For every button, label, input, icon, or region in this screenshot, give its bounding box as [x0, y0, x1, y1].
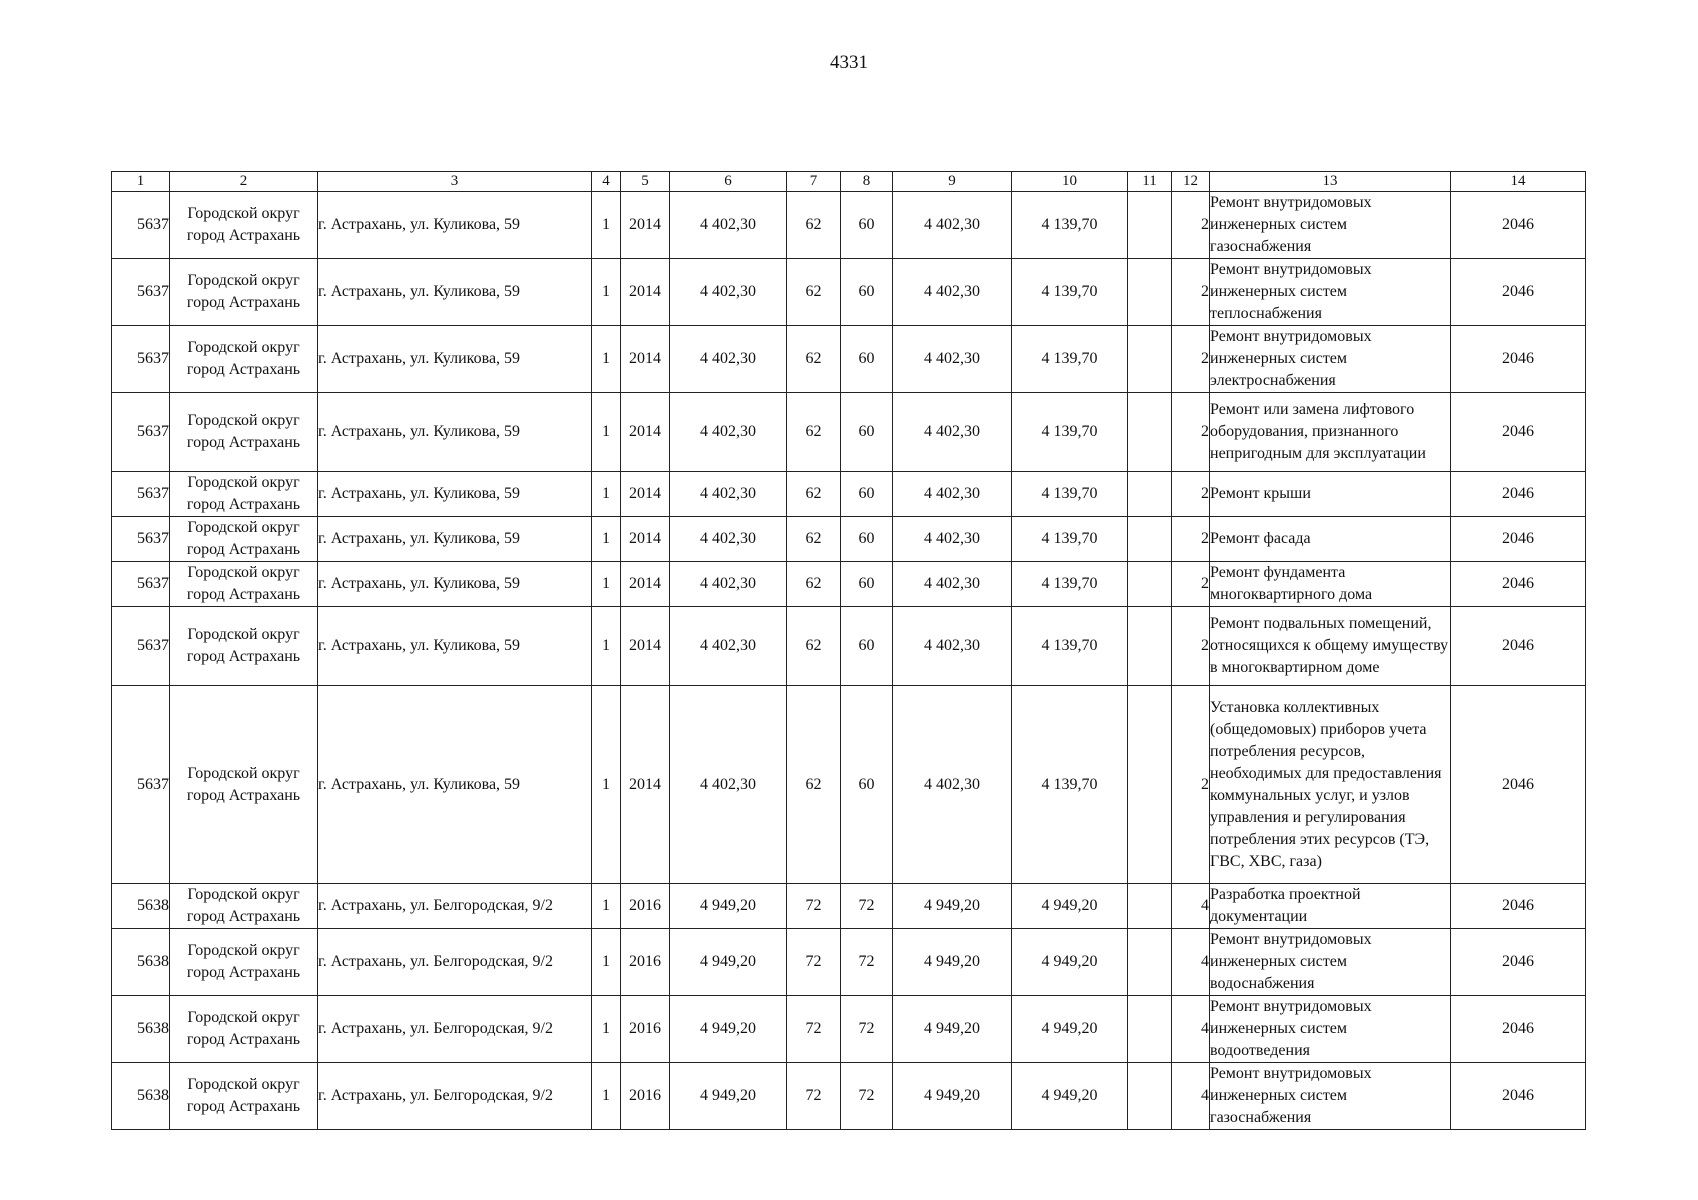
planned-year: 2046 — [1451, 929, 1586, 996]
table-row — [112, 996, 1586, 1063]
address: г. Астрахань, ул. Куликова, 59 — [318, 393, 592, 472]
col-9-value: 4 402,30 — [893, 607, 1012, 686]
col-12-value: 2 — [1172, 393, 1210, 472]
total-area: 4 402,30 — [670, 686, 787, 884]
table-row — [112, 192, 1586, 259]
col-4-value: 1 — [592, 192, 621, 259]
col-8-value: 60 — [841, 326, 893, 393]
commission-year: 2014 — [621, 472, 670, 517]
municipality: Городской округ город Астрахань — [170, 326, 318, 393]
col-8-value: 60 — [841, 259, 893, 326]
col-7-value: 62 — [787, 326, 841, 393]
commission-year: 2014 — [621, 192, 670, 259]
col-11-value — [1128, 1063, 1172, 1130]
work-type: Ремонт фасада — [1210, 517, 1451, 562]
col-12-value: 2 — [1172, 472, 1210, 517]
commission-year: 2014 — [621, 607, 670, 686]
table-header — [112, 172, 1586, 192]
col-11-value — [1128, 259, 1172, 326]
col-9-value: 4 402,30 — [893, 326, 1012, 393]
work-type: Ремонт крыши — [1210, 472, 1451, 517]
col-7-value: 62 — [787, 686, 841, 884]
col-4-value: 1 — [592, 884, 621, 929]
municipality: Городской округ город Астрахань — [170, 393, 318, 472]
municipality: Городской округ город Астрахань — [170, 192, 318, 259]
col-7-value: 62 — [787, 192, 841, 259]
col-7-value: 62 — [787, 393, 841, 472]
address: г. Астрахань, ул. Куликова, 59 — [318, 607, 592, 686]
planned-year: 2046 — [1451, 192, 1586, 259]
municipality: Городской округ город Астрахань — [170, 472, 318, 517]
row-id: 5637 — [112, 562, 170, 607]
col-8-value: 72 — [841, 884, 893, 929]
col-12-value: 2 — [1172, 562, 1210, 607]
header-cell-9: 9 — [893, 172, 1012, 192]
total-area: 4 949,20 — [670, 884, 787, 929]
header-row — [112, 172, 1586, 192]
table-row — [112, 686, 1586, 884]
col-10-value: 4 949,20 — [1012, 929, 1128, 996]
header-cell-2: 2 — [170, 172, 318, 192]
row-id: 5637 — [112, 192, 170, 259]
municipality: Городской округ город Астрахань — [170, 607, 318, 686]
table-row — [112, 562, 1586, 607]
table-row — [112, 259, 1586, 326]
col-8-value: 72 — [841, 929, 893, 996]
work-type: Ремонт внутридомовых инженерных систем электроснабжения — [1210, 326, 1451, 393]
table-row — [112, 1063, 1586, 1130]
col-4-value: 1 — [592, 996, 621, 1063]
col-11-value — [1128, 929, 1172, 996]
total-area: 4 402,30 — [670, 259, 787, 326]
total-area: 4 402,30 — [670, 393, 787, 472]
col-4-value: 1 — [592, 393, 621, 472]
col-12-value: 2 — [1172, 192, 1210, 259]
planned-year: 2046 — [1451, 562, 1586, 607]
total-area: 4 949,20 — [670, 1063, 787, 1130]
row-id: 5638 — [112, 996, 170, 1063]
work-type: Ремонт внутридомовых инженерных систем газоснабжения — [1210, 1063, 1451, 1130]
col-10-value: 4 139,70 — [1012, 192, 1128, 259]
header-cell-11: 11 — [1128, 172, 1172, 192]
col-7-value: 72 — [787, 884, 841, 929]
municipality: Городской округ город Астрахань — [170, 884, 318, 929]
commission-year: 2014 — [621, 393, 670, 472]
col-12-value: 2 — [1172, 607, 1210, 686]
header-cell-14: 14 — [1451, 172, 1586, 192]
col-8-value: 60 — [841, 562, 893, 607]
col-9-value: 4 402,30 — [893, 393, 1012, 472]
col-4-value: 1 — [592, 472, 621, 517]
work-type: Ремонт внутридомовых инженерных систем водоотведения — [1210, 996, 1451, 1063]
col-12-value: 4 — [1172, 929, 1210, 996]
row-id: 5637 — [112, 686, 170, 884]
col-11-value — [1128, 472, 1172, 517]
header-cell-4: 4 — [592, 172, 621, 192]
address: г. Астрахань, ул. Куликова, 59 — [318, 472, 592, 517]
total-area: 4 402,30 — [670, 472, 787, 517]
planned-year: 2046 — [1451, 686, 1586, 884]
municipality: Городской округ город Астрахань — [170, 996, 318, 1063]
address: г. Астрахань, ул. Куликова, 59 — [318, 192, 592, 259]
col-9-value: 4 402,30 — [893, 259, 1012, 326]
header-cell-3: 3 — [318, 172, 592, 192]
commission-year: 2016 — [621, 884, 670, 929]
header-cell-10: 10 — [1012, 172, 1128, 192]
commission-year: 2014 — [621, 326, 670, 393]
col-8-value: 60 — [841, 472, 893, 517]
planned-year: 2046 — [1451, 607, 1586, 686]
planned-year: 2046 — [1451, 393, 1586, 472]
col-9-value: 4 949,20 — [893, 929, 1012, 996]
header-cell-6: 6 — [670, 172, 787, 192]
header-cell-1: 1 — [112, 172, 170, 192]
col-4-value: 1 — [592, 517, 621, 562]
col-7-value: 62 — [787, 517, 841, 562]
row-id: 5637 — [112, 393, 170, 472]
commission-year: 2016 — [621, 996, 670, 1063]
col-11-value — [1128, 607, 1172, 686]
col-7-value: 62 — [787, 607, 841, 686]
total-area: 4 402,30 — [670, 607, 787, 686]
col-11-value — [1128, 393, 1172, 472]
municipality: Городской округ город Астрахань — [170, 1063, 318, 1130]
col-12-value: 2 — [1172, 326, 1210, 393]
planned-year: 2046 — [1451, 326, 1586, 393]
commission-year: 2016 — [621, 929, 670, 996]
row-id: 5638 — [112, 884, 170, 929]
col-4-value: 1 — [592, 607, 621, 686]
total-area: 4 402,30 — [670, 192, 787, 259]
total-area: 4 402,30 — [670, 326, 787, 393]
total-area: 4 949,20 — [670, 996, 787, 1063]
header-cell-8: 8 — [841, 172, 893, 192]
address: г. Астрахань, ул. Белгородская, 9/2 — [318, 929, 592, 996]
work-type: Ремонт внутридомовых инженерных систем водоснабжения — [1210, 929, 1451, 996]
col-7-value: 72 — [787, 1063, 841, 1130]
planned-year: 2046 — [1451, 884, 1586, 929]
work-type: Ремонт подвальных помещений, относящихся к общему имуществу в многоквартирном доме — [1210, 607, 1451, 686]
row-id: 5638 — [112, 1063, 170, 1130]
commission-year: 2014 — [621, 259, 670, 326]
col-4-value: 1 — [592, 929, 621, 996]
planned-year: 2046 — [1451, 259, 1586, 326]
col-11-value — [1128, 884, 1172, 929]
address: г. Астрахань, ул. Белгородская, 9/2 — [318, 1063, 592, 1130]
col-9-value: 4 949,20 — [893, 1063, 1012, 1130]
col-10-value: 4 139,70 — [1012, 326, 1128, 393]
work-type: Разработка проектной документации — [1210, 884, 1451, 929]
row-id: 5637 — [112, 517, 170, 562]
row-id: 5637 — [112, 607, 170, 686]
work-type: Ремонт внутридомовых инженерных систем теплоснабжения — [1210, 259, 1451, 326]
col-12-value: 4 — [1172, 884, 1210, 929]
work-type: Ремонт фундамента многоквартирного дома — [1210, 562, 1451, 607]
col-10-value: 4 139,70 — [1012, 562, 1128, 607]
work-type: Ремонт или замена лифтового оборудования, признанного непригодным для эксплуатации — [1210, 393, 1451, 472]
col-9-value: 4 402,30 — [893, 686, 1012, 884]
col-12-value: 2 — [1172, 259, 1210, 326]
col-7-value: 62 — [787, 562, 841, 607]
col-11-value — [1128, 326, 1172, 393]
col-9-value: 4 402,30 — [893, 192, 1012, 259]
planned-year: 2046 — [1451, 472, 1586, 517]
col-12-value: 2 — [1172, 517, 1210, 562]
col-8-value: 60 — [841, 517, 893, 562]
row-id: 5637 — [112, 472, 170, 517]
col-8-value: 60 — [841, 686, 893, 884]
col-9-value: 4 402,30 — [893, 472, 1012, 517]
col-7-value: 62 — [787, 259, 841, 326]
col-8-value: 60 — [841, 393, 893, 472]
col-4-value: 1 — [592, 1063, 621, 1130]
address: г. Астрахань, ул. Куликова, 59 — [318, 562, 592, 607]
col-8-value: 60 — [841, 192, 893, 259]
table-row — [112, 517, 1586, 562]
table-row — [112, 884, 1586, 929]
table-body — [112, 192, 1586, 1130]
work-type: Установка коллективных (общедомовых) приборов учета потребления ресурсов, необходимых для предоставления коммунальных услуг, и узлов управления и регулирования потребления этих ресурсов (ТЭ, ГВС, ХВС, газа) — [1210, 686, 1451, 884]
commission-year: 2016 — [621, 1063, 670, 1130]
col-7-value: 62 — [787, 472, 841, 517]
col-11-value — [1128, 686, 1172, 884]
address: г. Астрахань, ул. Куликова, 59 — [318, 259, 592, 326]
table-row — [112, 326, 1586, 393]
municipality: Городской округ город Астрахань — [170, 686, 318, 884]
table-row — [112, 393, 1586, 472]
col-10-value: 4 139,70 — [1012, 472, 1128, 517]
col-4-value: 1 — [592, 326, 621, 393]
col-9-value: 4 402,30 — [893, 562, 1012, 607]
col-10-value: 4 949,20 — [1012, 1063, 1128, 1130]
total-area: 4 402,30 — [670, 517, 787, 562]
planned-year: 2046 — [1451, 517, 1586, 562]
col-8-value: 72 — [841, 996, 893, 1063]
header-cell-12: 12 — [1172, 172, 1210, 192]
col-9-value: 4 949,20 — [893, 996, 1012, 1063]
table-row — [112, 929, 1586, 996]
planned-year: 2046 — [1451, 996, 1586, 1063]
col-9-value: 4 949,20 — [893, 884, 1012, 929]
total-area: 4 949,20 — [670, 929, 787, 996]
municipality: Городской округ город Астрахань — [170, 562, 318, 607]
header-cell-7: 7 — [787, 172, 841, 192]
col-4-value: 1 — [592, 562, 621, 607]
total-area: 4 402,30 — [670, 562, 787, 607]
col-8-value: 60 — [841, 607, 893, 686]
address: г. Астрахань, ул. Куликова, 59 — [318, 686, 592, 884]
commission-year: 2014 — [621, 562, 670, 607]
commission-year: 2014 — [621, 686, 670, 884]
work-type: Ремонт внутридомовых инженерных систем газоснабжения — [1210, 192, 1451, 259]
col-10-value: 4 139,70 — [1012, 517, 1128, 562]
address: г. Астрахань, ул. Белгородская, 9/2 — [318, 996, 592, 1063]
col-11-value — [1128, 996, 1172, 1063]
col-12-value: 2 — [1172, 686, 1210, 884]
col-9-value: 4 402,30 — [893, 517, 1012, 562]
col-11-value — [1128, 192, 1172, 259]
col-10-value: 4 949,20 — [1012, 996, 1128, 1063]
table-row — [112, 472, 1586, 517]
col-12-value: 4 — [1172, 996, 1210, 1063]
col-8-value: 72 — [841, 1063, 893, 1130]
col-4-value: 1 — [592, 259, 621, 326]
col-11-value — [1128, 517, 1172, 562]
col-4-value: 1 — [592, 686, 621, 884]
col-10-value: 4 139,70 — [1012, 259, 1128, 326]
municipality: Городской округ город Астрахань — [170, 517, 318, 562]
municipality: Городской округ город Астрахань — [170, 929, 318, 996]
col-10-value: 4 949,20 — [1012, 884, 1128, 929]
col-7-value: 72 — [787, 996, 841, 1063]
row-id: 5637 — [112, 326, 170, 393]
planned-year: 2046 — [1451, 1063, 1586, 1130]
municipality: Городской округ город Астрахань — [170, 259, 318, 326]
repair-program-table — [111, 171, 1586, 1130]
header-cell-13: 13 — [1210, 172, 1451, 192]
col-10-value: 4 139,70 — [1012, 686, 1128, 884]
row-id: 5638 — [112, 929, 170, 996]
page-number: 4331 — [830, 52, 868, 73]
address: г. Астрахань, ул. Куликова, 59 — [318, 517, 592, 562]
row-id: 5637 — [112, 259, 170, 326]
col-10-value: 4 139,70 — [1012, 607, 1128, 686]
commission-year: 2014 — [621, 517, 670, 562]
header-cell-5: 5 — [621, 172, 670, 192]
col-10-value: 4 139,70 — [1012, 393, 1128, 472]
table-row — [112, 607, 1586, 686]
col-7-value: 72 — [787, 929, 841, 996]
address: г. Астрахань, ул. Белгородская, 9/2 — [318, 884, 592, 929]
col-11-value — [1128, 562, 1172, 607]
col-12-value: 4 — [1172, 1063, 1210, 1130]
address: г. Астрахань, ул. Куликова, 59 — [318, 326, 592, 393]
